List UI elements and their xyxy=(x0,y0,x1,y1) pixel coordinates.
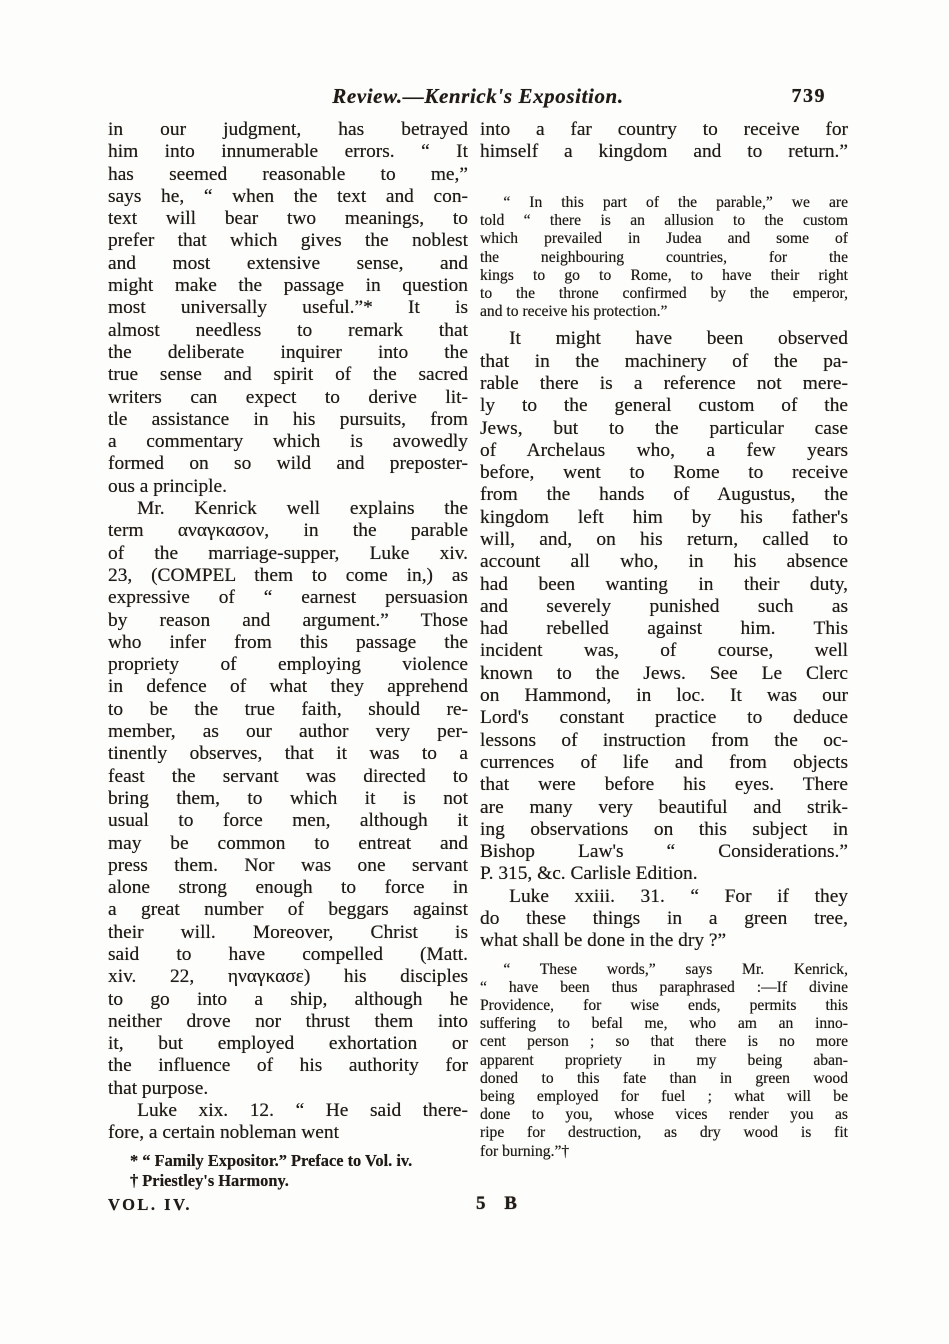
text-line: usual to force men, although it xyxy=(108,810,468,832)
text-line: says he, “ when the text and con- xyxy=(108,185,468,207)
page-number: 739 xyxy=(791,85,826,107)
text-line: neither drove nor thrust them into xyxy=(108,1010,468,1032)
text-line: the neighbouring countries, for the xyxy=(480,248,848,266)
left-column xyxy=(108,119,468,1145)
text-line: almost needless to remark that xyxy=(108,319,468,341)
text-line: to go into a ship, although he xyxy=(108,988,468,1010)
text-line: said to have compelled (Matt. xyxy=(108,943,468,965)
text-line: known to the Jews. See Le Clerc xyxy=(480,662,848,684)
paragraph-archelaus xyxy=(480,328,848,885)
text-line: formed on so wild and preposter- xyxy=(108,453,468,475)
text-line: text will bear two meanings, to xyxy=(108,208,468,230)
text-line: had rebelled against him. This xyxy=(480,618,848,640)
text-line: in defence of what they apprehend xyxy=(108,676,468,698)
text-line: kingdom left him by his father's xyxy=(480,506,848,528)
text-line: are many very beautiful and strik- xyxy=(480,796,848,818)
paragraph-luke-xix xyxy=(108,1100,468,1145)
text-line: feast the servant was directed to xyxy=(108,765,468,787)
text-line: apparent propriety in my being aban- xyxy=(480,1051,848,1069)
text-line: ing observations on this subject in xyxy=(480,818,848,840)
signature-mark: 5 B xyxy=(476,1193,524,1214)
right-column xyxy=(480,119,848,1168)
footnotes xyxy=(130,1151,590,1190)
text-line: press them. Nor was one servant xyxy=(108,854,468,876)
text-line: kings to go to Rome, to have their right xyxy=(480,266,848,284)
text-line: ous a principle. xyxy=(108,475,228,497)
paragraph-continuation xyxy=(480,119,848,186)
paragraph-kenrick-explains xyxy=(108,498,468,1100)
text-line: It might have been observed xyxy=(509,328,848,350)
text-line: Lord's constant practice to deduce xyxy=(480,707,848,729)
text-line: from the hands of Augustus, the xyxy=(480,484,848,506)
text-line: “ These words,” says Mr. Kenrick, xyxy=(503,960,848,978)
text-line: tinently observes, that it was to a xyxy=(108,743,468,765)
text-line: cent person ; so that there is no more xyxy=(480,1033,848,1051)
text-line: fore, a certain nobleman went xyxy=(108,1122,339,1144)
text-line: writers can expect to derive lit- xyxy=(108,386,468,408)
text-line: may be common to entreat and xyxy=(108,832,468,854)
text-line: that were before his eyes. There xyxy=(480,774,848,796)
text-line: tle assistance in his pursuits, from xyxy=(108,408,468,430)
block-quote-parable xyxy=(480,194,848,321)
text-line: that in the machinery of the pa- xyxy=(480,350,848,372)
text-line: incident was, of course, well xyxy=(480,640,848,662)
text-line: term αναγκασον, in the parable xyxy=(108,520,468,542)
text-line: to the throne confirmed by the emperor, xyxy=(480,284,848,302)
text-line: 23, (COMPEL them to come in,) as xyxy=(108,564,468,586)
text-line: that purpose. xyxy=(108,1077,209,1099)
text-line: a commentary which is avowedly xyxy=(108,431,468,453)
text-line: currences of life and from objects xyxy=(480,751,848,773)
text-line: “ In this part of the parable,” we are xyxy=(503,193,848,211)
running-title: Review.—Kenrick's Exposition. xyxy=(332,84,624,108)
text-line: true sense and spirit of the sacred xyxy=(108,364,468,386)
text-line: a great number of beggars against xyxy=(108,899,468,921)
text-line: in our judgment, has betrayed xyxy=(108,119,468,140)
text-line: him into innumerable errors. “ It xyxy=(108,141,468,163)
text-line: Luke xix. 12. “ He said there- xyxy=(137,1100,468,1122)
text-line: Mr. Kenrick well explains the xyxy=(137,498,468,520)
text-line: of Archelaus who, a few years xyxy=(480,439,848,461)
text-line: suffering to befal me, who am an inno- xyxy=(480,1015,848,1033)
text-line: account all who, in his absence xyxy=(480,551,848,573)
page-header xyxy=(108,84,848,112)
text-line: rable there is a reference not mere- xyxy=(480,372,848,394)
text-line: * “ Family Expositor.” Preface to Vol. iv. xyxy=(130,1151,413,1170)
text-line: the deliberate inquirer into the xyxy=(108,341,468,363)
text-line: do these things in a green tree, xyxy=(480,908,848,930)
text-line: what shall be done in the dry ?” xyxy=(480,930,727,952)
text-line: doned to this fate than in green wood xyxy=(480,1069,848,1087)
text-line: expressive of “ earnest persuasion xyxy=(108,587,468,609)
text-line: Bishop Law's “ Considerations.” xyxy=(480,841,848,863)
volume-label: VOL. IV. xyxy=(108,1195,193,1214)
text-line: of the marriage-supper, Luke xiv. xyxy=(108,542,468,564)
text-line: Jews, but to the particular case xyxy=(480,417,848,439)
text-line: on Hammond, in loc. It was our xyxy=(480,685,848,707)
text-line: had been wanting in their duty, xyxy=(480,573,848,595)
text-line: has seemed reasonable to me,” xyxy=(108,163,468,185)
text-line: P. 315, &c. Carlisle Edition. xyxy=(480,863,698,885)
text-line: told “ there is an allusion to the custom xyxy=(480,212,848,230)
text-line xyxy=(480,164,848,186)
text-line: lessons of instruction from the oc- xyxy=(480,729,848,751)
paragraph-continuation xyxy=(108,119,468,498)
text-line: who infer from this passage the xyxy=(108,631,468,653)
text-line: and to receive his protection.” xyxy=(480,303,668,321)
text-line: “ have been thus paraphrased :—If divine xyxy=(480,978,848,996)
text-line: the influence of his authority for xyxy=(108,1055,468,1077)
text-line: Luke xxiii. 31. “ For if they xyxy=(509,885,848,907)
text-line: which prevailed in Judea and some of xyxy=(480,230,848,248)
text-line: propriety of employing violence xyxy=(108,654,468,676)
text-line: most universally useful.”* It is xyxy=(108,297,468,319)
text-line: and most extensive sense, and xyxy=(108,252,468,274)
text-line: alone strong enough to force in xyxy=(108,877,468,899)
text-line: ripe for destruction, as dry wood is fit xyxy=(480,1124,848,1142)
text-line: to be the true faith, should re- xyxy=(108,698,468,720)
text-line: for burning.”† xyxy=(480,1142,570,1160)
text-line: being employed for fuel ; what will be xyxy=(480,1088,848,1106)
text-line: by reason and argument.” Those xyxy=(108,609,468,631)
text-line: their will. Moreover, Christ is xyxy=(108,921,468,943)
text-line: and severely punished such as xyxy=(480,595,848,617)
text-columns xyxy=(108,119,848,1168)
text-line: † Priestley's Harmony. xyxy=(130,1170,289,1190)
paragraph-luke-xxiii xyxy=(480,886,848,953)
text-line: will, and, on his return, called to xyxy=(480,528,848,550)
text-line: before, went to Rome to receive xyxy=(480,462,848,484)
text-line: xiv. 22, ηναγκασε) his disciples xyxy=(108,966,468,988)
text-line: Providence, for wise ends, permits this xyxy=(480,997,848,1015)
text-line: it, but employed exhortation or xyxy=(108,1033,468,1055)
text-line: member, as our author very per- xyxy=(108,721,468,743)
text-line: prefer that which gives the noblest xyxy=(108,230,468,252)
text-line: might make the passage in question xyxy=(108,275,468,297)
block-quote-these-words xyxy=(480,961,848,1161)
text-line: into a far country to receive for xyxy=(480,119,848,140)
text-line: himself a kingdom and to return.” xyxy=(480,141,848,163)
text-line: done to you, whose vices render you as xyxy=(480,1106,848,1124)
text-line: ly to the general custom of the xyxy=(480,395,848,417)
text-line: bring them, to which it is not xyxy=(108,787,468,809)
